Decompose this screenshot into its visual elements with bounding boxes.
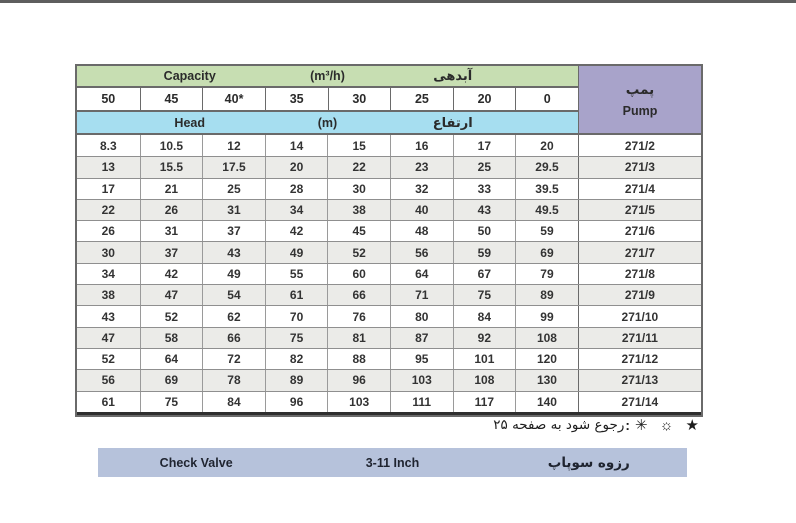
head-value-cell: 48 xyxy=(390,221,453,241)
head-value-cell: 47 xyxy=(101,330,115,345)
head-value-cell: 84 xyxy=(202,392,265,412)
head-value-cell: 43 xyxy=(101,309,115,324)
valve-thread-label-fa: رزوه سوپاپ xyxy=(547,454,630,471)
head-value-cell: 34 xyxy=(265,200,328,220)
head-value-cell: 52 xyxy=(101,352,115,367)
head-value-cell: 81 xyxy=(327,328,390,348)
head-unit-label: (m) xyxy=(317,115,338,130)
head-value-cell: 30 xyxy=(327,179,390,199)
head-value-cell: 42 xyxy=(265,221,328,241)
table-body xyxy=(77,133,701,415)
head-value-cell: 89 xyxy=(515,285,578,305)
head-value-cell: 20 xyxy=(515,135,578,156)
head-value-cell: 17 xyxy=(453,135,516,156)
head-value-cell: 25 xyxy=(453,157,516,177)
head-value-cell: 16 xyxy=(390,135,453,156)
pump-column-header xyxy=(578,66,701,133)
head-value-cell: 96 xyxy=(327,370,390,390)
head-value-cell: 31 xyxy=(202,200,265,220)
head-value-cell: 61 xyxy=(265,285,328,305)
head-value-cell: 72 xyxy=(202,349,265,369)
table-row xyxy=(77,220,701,241)
head-value-cell: 59 xyxy=(453,242,516,262)
table-row xyxy=(77,241,701,262)
head-value-cell: 59 xyxy=(515,221,578,241)
head-value-cell: 38 xyxy=(101,288,115,303)
head-value-cell: 47 xyxy=(140,285,203,305)
head-value-cell: 26 xyxy=(140,200,203,220)
head-value-cell: 56 xyxy=(101,373,115,388)
head-value-cell: 30 xyxy=(101,245,115,260)
head-value-cell: 103 xyxy=(327,392,390,412)
flow-value-cell: 25 xyxy=(390,88,453,110)
head-value-cell: 103 xyxy=(390,370,453,390)
flow-value-cell: 20 xyxy=(453,88,516,110)
head-value-cell: 96 xyxy=(265,392,328,412)
head-value-cell: 42 xyxy=(140,264,203,284)
table-row xyxy=(77,263,701,284)
flow-value-cell: 50 xyxy=(101,92,116,106)
pump-capacity-table xyxy=(75,64,703,417)
flow-value-cell: 30 xyxy=(328,88,391,110)
star-symbols-icon: ✳ ☼ ★ xyxy=(634,417,703,434)
head-value-cell: 20 xyxy=(265,157,328,177)
head-value-cell: 66 xyxy=(202,328,265,348)
head-value-cell: 34 xyxy=(101,266,115,281)
capacity-band xyxy=(77,66,578,88)
pump-model-cell: 271/9 xyxy=(578,285,701,305)
head-band xyxy=(77,110,578,133)
table-row xyxy=(77,391,701,412)
head-value-cell: 50 xyxy=(453,221,516,241)
head-value-cell: 66 xyxy=(327,285,390,305)
head-value-cell: 43 xyxy=(202,242,265,262)
footnote xyxy=(493,416,703,434)
pump-model-cell: 271/14 xyxy=(578,392,701,412)
head-value-cell: 31 xyxy=(140,221,203,241)
head-value-cell: 89 xyxy=(265,370,328,390)
head-value-cell: 95 xyxy=(390,349,453,369)
head-value-cell: 140 xyxy=(515,392,578,412)
head-value-cell: 10.5 xyxy=(140,135,203,156)
flow-value-cell: 45 xyxy=(140,88,203,110)
pump-model-cell: 271/8 xyxy=(578,264,701,284)
head-value-cell: 28 xyxy=(265,179,328,199)
head-value-cell: 13 xyxy=(101,160,115,175)
head-value-cell: 71 xyxy=(390,285,453,305)
head-value-cell: 49 xyxy=(202,264,265,284)
head-value-cell: 15 xyxy=(327,135,390,156)
head-value-cell: 80 xyxy=(390,306,453,326)
page-top-rule xyxy=(0,0,796,3)
head-value-cell: 62 xyxy=(202,306,265,326)
pump-model-cell: 271/6 xyxy=(578,221,701,241)
head-label-fa: ارتفاع xyxy=(432,114,473,130)
table-row xyxy=(77,156,701,177)
head-value-cell: 33 xyxy=(453,179,516,199)
head-value-cell: 43 xyxy=(453,200,516,220)
table-header xyxy=(77,66,701,133)
head-value-cell: 58 xyxy=(140,328,203,348)
head-value-cell: 32 xyxy=(390,179,453,199)
pump-model-cell: 271/7 xyxy=(578,242,701,262)
table-row xyxy=(77,369,701,390)
check-valve-label: Check Valve xyxy=(159,455,233,470)
head-value-cell: 37 xyxy=(202,221,265,241)
head-value-cell: 69 xyxy=(140,370,203,390)
head-value-cell: 75 xyxy=(140,392,203,412)
head-value-cell: 69 xyxy=(515,242,578,262)
head-value-cell: 108 xyxy=(515,328,578,348)
table-row xyxy=(77,348,701,369)
pump-model-cell: 271/13 xyxy=(578,370,701,390)
head-value-cell: 56 xyxy=(390,242,453,262)
pump-model-cell: 271/5 xyxy=(578,200,701,220)
head-value-cell: 60 xyxy=(327,264,390,284)
head-value-cell: 70 xyxy=(265,306,328,326)
head-value-cell: 101 xyxy=(453,349,516,369)
head-label-en: Head xyxy=(174,115,206,130)
head-value-cell: 39.5 xyxy=(515,179,578,199)
head-value-cell: 117 xyxy=(453,392,516,412)
head-value-cell: 61 xyxy=(101,394,115,409)
capacity-label-en: Capacity xyxy=(163,69,216,83)
head-value-cell: 45 xyxy=(327,221,390,241)
table-row xyxy=(77,327,701,348)
flow-value-cell: 0 xyxy=(515,88,578,110)
head-value-cell: 22 xyxy=(327,157,390,177)
head-value-cell: 52 xyxy=(327,242,390,262)
pump-model-cell: 271/2 xyxy=(578,135,701,156)
footnote-text: رجوع شود به صفحه ۲۵ xyxy=(493,417,625,433)
head-value-cell: 25 xyxy=(202,179,265,199)
head-value-cell: 38 xyxy=(327,200,390,220)
head-value-cell: 75 xyxy=(265,328,328,348)
head-value-cell: 37 xyxy=(140,242,203,262)
capacity-label-fa: آبدهی xyxy=(433,68,473,83)
head-value-cell: 84 xyxy=(453,306,516,326)
head-value-cell: 8.3 xyxy=(99,138,117,153)
head-value-cell: 49 xyxy=(265,242,328,262)
footnote-colon: : xyxy=(625,417,630,433)
head-value-cell: 52 xyxy=(140,306,203,326)
head-value-cell: 17.5 xyxy=(202,157,265,177)
head-value-cell: 12 xyxy=(202,135,265,156)
head-value-cell: 21 xyxy=(140,179,203,199)
head-value-cell: 120 xyxy=(515,349,578,369)
head-value-cell: 14 xyxy=(265,135,328,156)
head-value-cell: 49.5 xyxy=(515,200,578,220)
bottom-bar xyxy=(98,448,687,477)
head-value-cell: 29.5 xyxy=(515,157,578,177)
pump-model-cell: 271/11 xyxy=(578,328,701,348)
head-value-cell: 54 xyxy=(202,285,265,305)
head-value-cell: 78 xyxy=(202,370,265,390)
pump-model-cell: 271/4 xyxy=(578,179,701,199)
pump-model-cell: 271/10 xyxy=(578,306,701,326)
table-row xyxy=(77,178,701,199)
flow-value-cell: 35 xyxy=(265,88,328,110)
capacity-unit-label: (m³/h) xyxy=(310,69,345,83)
head-value-cell: 75 xyxy=(453,285,516,305)
head-value-cell: 15.5 xyxy=(140,157,203,177)
head-value-cell: 17 xyxy=(101,181,115,196)
table-header-left xyxy=(77,66,578,133)
head-value-cell: 76 xyxy=(327,306,390,326)
head-value-cell: 55 xyxy=(265,264,328,284)
head-value-cell: 99 xyxy=(515,306,578,326)
head-value-cell: 108 xyxy=(453,370,516,390)
table-row xyxy=(77,305,701,326)
head-value-cell: 23 xyxy=(390,157,453,177)
pump-model-cell: 271/12 xyxy=(578,349,701,369)
head-value-cell: 92 xyxy=(453,328,516,348)
table-row xyxy=(77,135,701,156)
head-value-cell: 130 xyxy=(515,370,578,390)
table-row xyxy=(77,199,701,220)
head-value-cell: 82 xyxy=(265,349,328,369)
head-value-cell: 111 xyxy=(390,392,453,412)
table-row xyxy=(77,284,701,305)
head-value-cell: 67 xyxy=(453,264,516,284)
head-value-cell: 64 xyxy=(390,264,453,284)
pump-label-en: Pump xyxy=(622,103,658,118)
flow-values-row xyxy=(77,88,578,110)
head-value-cell: 40 xyxy=(390,200,453,220)
flow-value-cell: 40* xyxy=(202,88,265,110)
head-value-cell: 22 xyxy=(101,203,115,218)
head-value-cell: 88 xyxy=(327,349,390,369)
head-value-cell: 79 xyxy=(515,264,578,284)
pump-label-fa: پمپ xyxy=(625,81,655,97)
pump-model-cell: 271/3 xyxy=(578,157,701,177)
head-value-cell: 64 xyxy=(140,349,203,369)
head-value-cell: 26 xyxy=(101,224,115,239)
inch-range-label: 3-11 Inch xyxy=(365,455,420,470)
head-value-cell: 87 xyxy=(390,328,453,348)
